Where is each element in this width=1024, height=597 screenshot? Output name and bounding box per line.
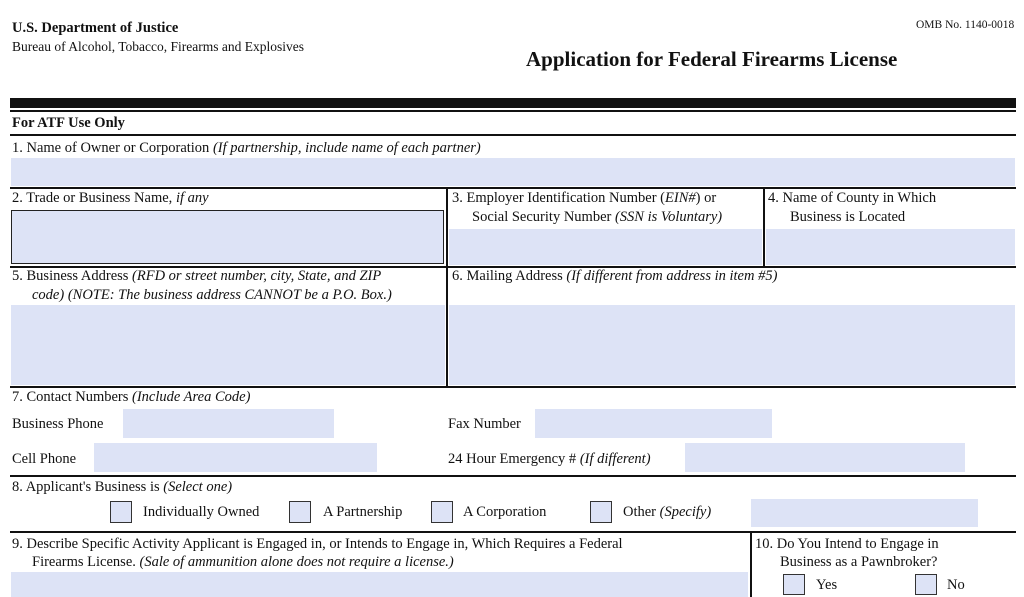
- divider: [446, 188, 448, 386]
- divider: [10, 531, 1016, 533]
- item9-label-line1: 9. Describe Specific Activity Applicant is Engaged in, or Intends to Engage in, Which Requires a Federal: [12, 536, 623, 552]
- corporation-label: A Corporation: [463, 504, 547, 520]
- individually-owned-checkbox[interactable]: [110, 501, 132, 523]
- cell-phone-label: Cell Phone: [12, 451, 77, 467]
- item3-label-line2: Social Security Number (SSN is Voluntary): [472, 209, 723, 225]
- header-bar: [10, 98, 1016, 108]
- business-phone-field[interactable]: [123, 409, 334, 438]
- item4-label-line1: 4. Name of County in Which: [768, 190, 937, 206]
- item9-label-line2: Firearms License. (Sale of ammunition alone does not require a license.): [32, 554, 454, 570]
- other-checkbox[interactable]: [590, 501, 612, 523]
- mailing-address-field[interactable]: [449, 305, 1015, 385]
- form-title: Application for Federal Firearms License: [526, 47, 898, 71]
- other-specify-field[interactable]: [751, 499, 978, 527]
- individually-owned-label: Individually Owned: [143, 504, 260, 520]
- item7-label: 7. Contact Numbers (Include Area Code): [12, 389, 251, 405]
- business-phone-label: Business Phone: [12, 416, 104, 432]
- pawnbroker-no-label: No: [947, 577, 965, 593]
- county-field[interactable]: [766, 229, 1015, 265]
- divider: [763, 188, 765, 266]
- divider: [10, 134, 1016, 136]
- ein-ssn-field[interactable]: [449, 229, 762, 265]
- agency-name: U.S. Department of Justice: [12, 20, 179, 36]
- item10-label-line1: 10. Do You Intend to Engage in: [755, 536, 939, 552]
- item1-label: 1. Name of Owner or Corporation (If partnership, include name of each partner): [12, 140, 481, 156]
- fax-field[interactable]: [535, 409, 772, 438]
- item10-label-line2: Business as a Pawnbroker?: [780, 554, 938, 570]
- item8-label: 8. Applicant's Business is (Select one): [12, 479, 233, 495]
- pawnbroker-yes-checkbox[interactable]: [783, 574, 805, 595]
- pawnbroker-yes-label: Yes: [816, 577, 838, 593]
- header-rule: [10, 110, 1016, 112]
- partnership-checkbox[interactable]: [289, 501, 311, 523]
- divider: [10, 475, 1016, 477]
- item6-label: 6. Mailing Address (If different from address in item #5): [452, 268, 778, 284]
- item2-label: 2. Trade or Business Name, if any: [12, 190, 209, 206]
- pawnbroker-no-checkbox[interactable]: [915, 574, 937, 595]
- emergency-label: 24 Hour Emergency # (If different): [448, 451, 651, 467]
- fax-label: Fax Number: [448, 416, 521, 432]
- item5-label-line2: code) (NOTE: The business address CANNOT be a P.O. Box.): [32, 287, 392, 303]
- activity-description-field[interactable]: [11, 572, 748, 597]
- bureau-name: Bureau of Alcohol, Tobacco, Firearms and Explosives: [12, 39, 304, 54]
- other-label: Other (Specify): [623, 504, 712, 520]
- partnership-label: A Partnership: [323, 504, 403, 520]
- corporation-checkbox[interactable]: [431, 501, 453, 523]
- owner-name-field[interactable]: [11, 158, 1015, 186]
- trade-name-field[interactable]: [11, 210, 444, 264]
- item4-label-line2: Business is Located: [790, 209, 906, 225]
- emergency-field[interactable]: [685, 443, 965, 472]
- item3-label-line1: 3. Employer Identification Number (EIN#) or: [452, 190, 717, 206]
- divider: [750, 532, 752, 597]
- item5-label-line1: 5. Business Address (RFD or street number, city, State, and ZIP: [12, 268, 382, 284]
- cell-phone-field[interactable]: [94, 443, 377, 472]
- omb-number: OMB No. 1140-0018: [916, 19, 1015, 31]
- business-address-field[interactable]: [11, 305, 445, 385]
- atf-use-only: For ATF Use Only: [12, 115, 125, 131]
